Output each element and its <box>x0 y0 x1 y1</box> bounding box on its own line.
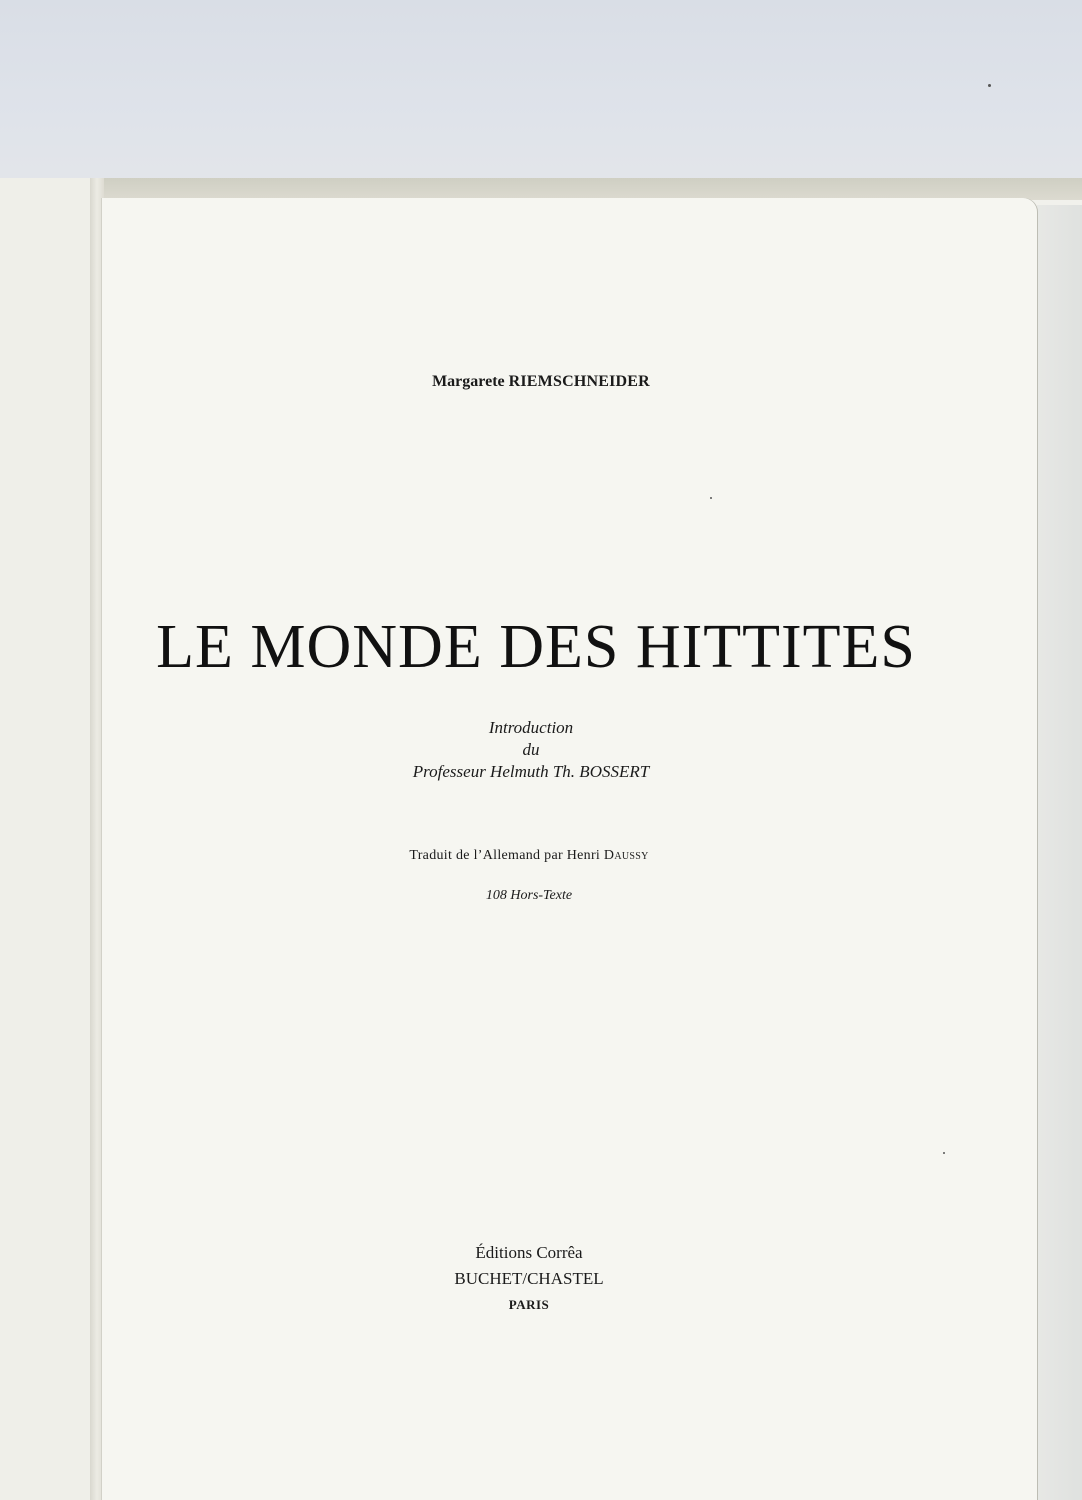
author-name <box>0 373 1082 391</box>
dust-speck <box>943 1152 945 1154</box>
introduction-credit <box>0 717 1072 783</box>
publisher-city: PARIS <box>508 1297 550 1312</box>
book-title: LE MONDE DES HITTITES <box>156 613 916 681</box>
publisher-imprint: Éditions Corrêa <box>475 1243 583 1262</box>
introduction-label: Introduction <box>488 718 574 737</box>
introduction-author: Professeur Helmuth Th. BOSSERT <box>412 762 650 781</box>
translator-surname: Daussy <box>603 848 649 863</box>
translation-prefix: Traduit de l’Allemand par Henri <box>409 848 601 863</box>
author-surname: RIEMSCHNEIDER <box>508 373 650 390</box>
dust-speck <box>710 497 712 499</box>
author-first-name: Margarete <box>432 373 505 390</box>
scan-backdrop <box>0 0 1082 200</box>
translation-credit <box>0 848 1070 864</box>
dust-speck <box>988 84 991 87</box>
publisher-name: BUCHET/CHASTEL <box>454 1269 604 1288</box>
introduction-connector: du <box>522 740 540 759</box>
book-cover-top-edge <box>0 178 1082 200</box>
publisher-block <box>0 1240 1070 1318</box>
plates-count: 108 Hors-Texte <box>485 888 573 903</box>
